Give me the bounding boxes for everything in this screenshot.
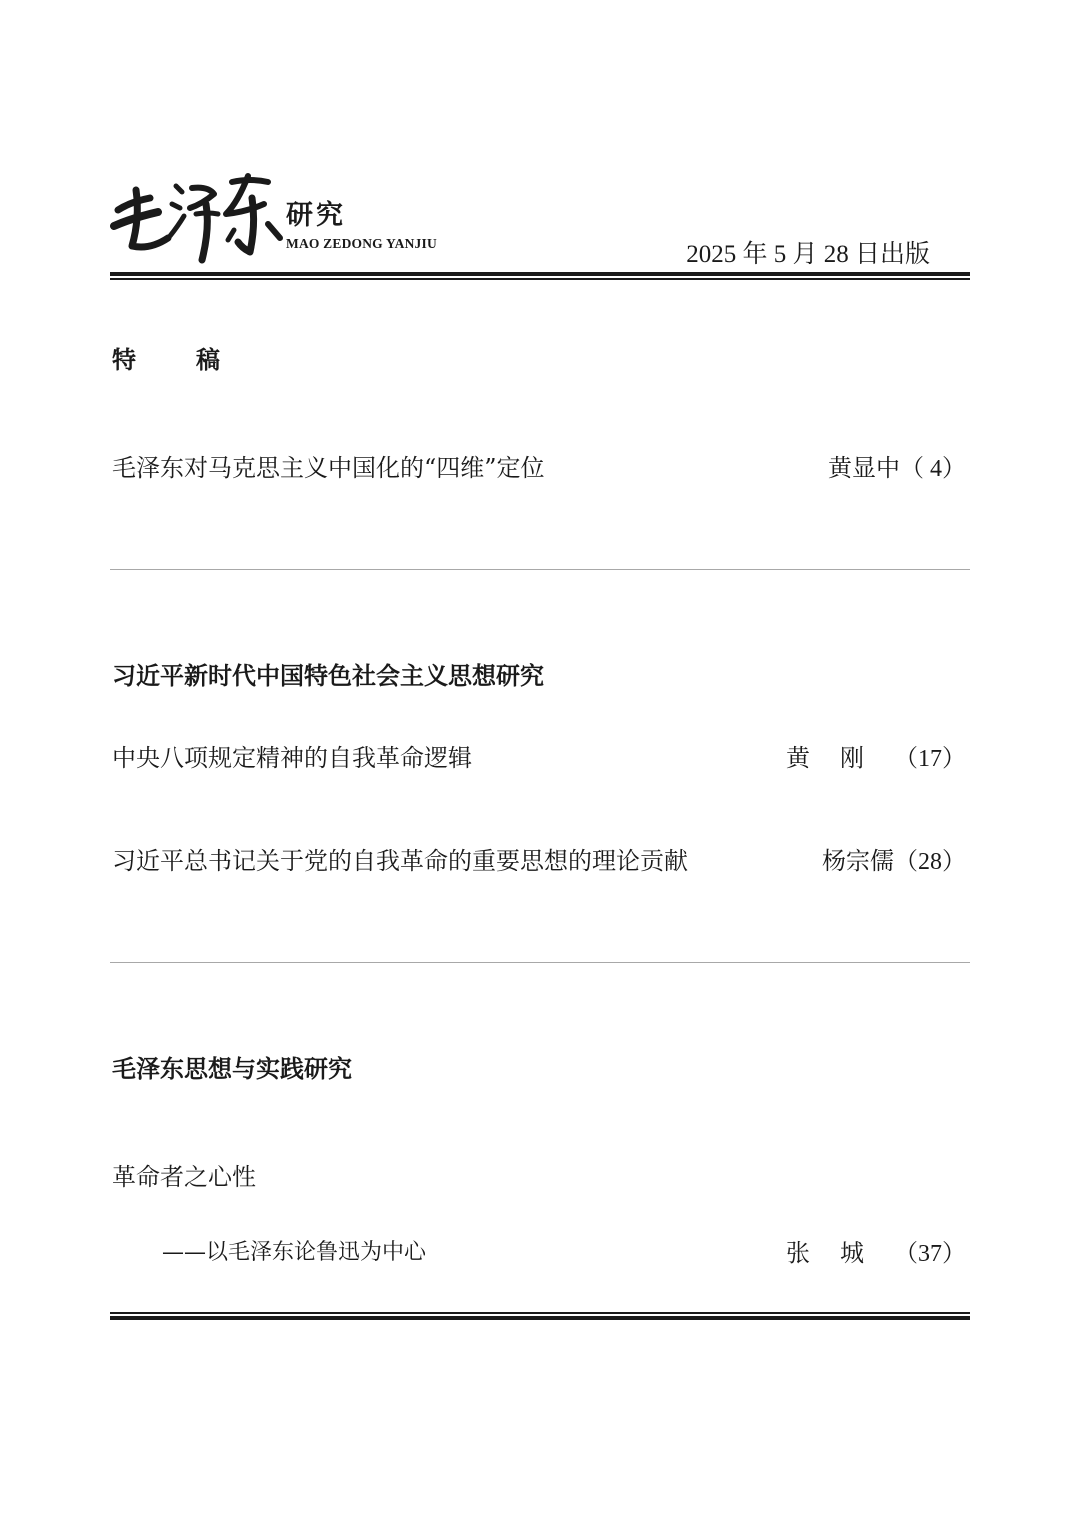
entry-meta — [786, 1236, 966, 1271]
entry-title: 习近平总书记关于党的自我革命的重要思想的理论贡献 — [112, 847, 688, 875]
entry-author: 黄刚 — [786, 744, 894, 772]
entry-page-number: （28） — [894, 849, 966, 875]
top-double-rule — [110, 272, 970, 281]
entry-author: 杨宗儒 — [822, 847, 894, 875]
entry-author: 黄显中 — [828, 454, 900, 482]
section-heading-special: 特稿 — [112, 346, 280, 374]
entry-page-number: （ 4） — [900, 456, 966, 482]
toc-entry[interactable] — [112, 741, 966, 775]
masthead — [110, 168, 970, 268]
logo-pinyin-text: MAO ZEDONG YANJIU — [286, 236, 437, 251]
section-divider — [110, 569, 970, 570]
entry-meta — [822, 844, 966, 879]
entry-title: 毛泽东对马克思主义中国化的“四维”定位 — [112, 454, 545, 482]
entry-meta — [786, 741, 966, 776]
entry-page-number: （37） — [894, 1241, 966, 1267]
entry-author: 张城 — [786, 1239, 894, 1267]
entry-page-number: （17） — [894, 746, 966, 772]
calligraphy-logo — [110, 168, 295, 268]
logo-yanjiu-text: 研究 — [286, 200, 346, 231]
toc-entry-subtitle-line[interactable] — [112, 1236, 966, 1270]
section-heading-mao-thought: 毛泽东思想与实践研究 — [112, 1055, 352, 1083]
toc-entry[interactable] — [112, 1160, 966, 1194]
section-heading-xi-thought: 习近平新时代中国特色社会主义思想研究 — [112, 662, 544, 690]
entry-meta — [828, 451, 966, 486]
publication-date: 2025 年 5 月 28 日出版 — [686, 241, 930, 268]
section-divider — [110, 962, 970, 963]
entry-subtitle: ——以毛泽东论鲁迅为中心 — [162, 1240, 427, 1265]
toc-entry[interactable] — [112, 451, 966, 485]
toc-entry[interactable] — [112, 844, 966, 878]
entry-title: 革命者之心性 — [112, 1163, 256, 1191]
entry-title: 中央八项规定精神的自我革命逻辑 — [112, 744, 472, 772]
bottom-double-rule — [110, 1312, 970, 1321]
